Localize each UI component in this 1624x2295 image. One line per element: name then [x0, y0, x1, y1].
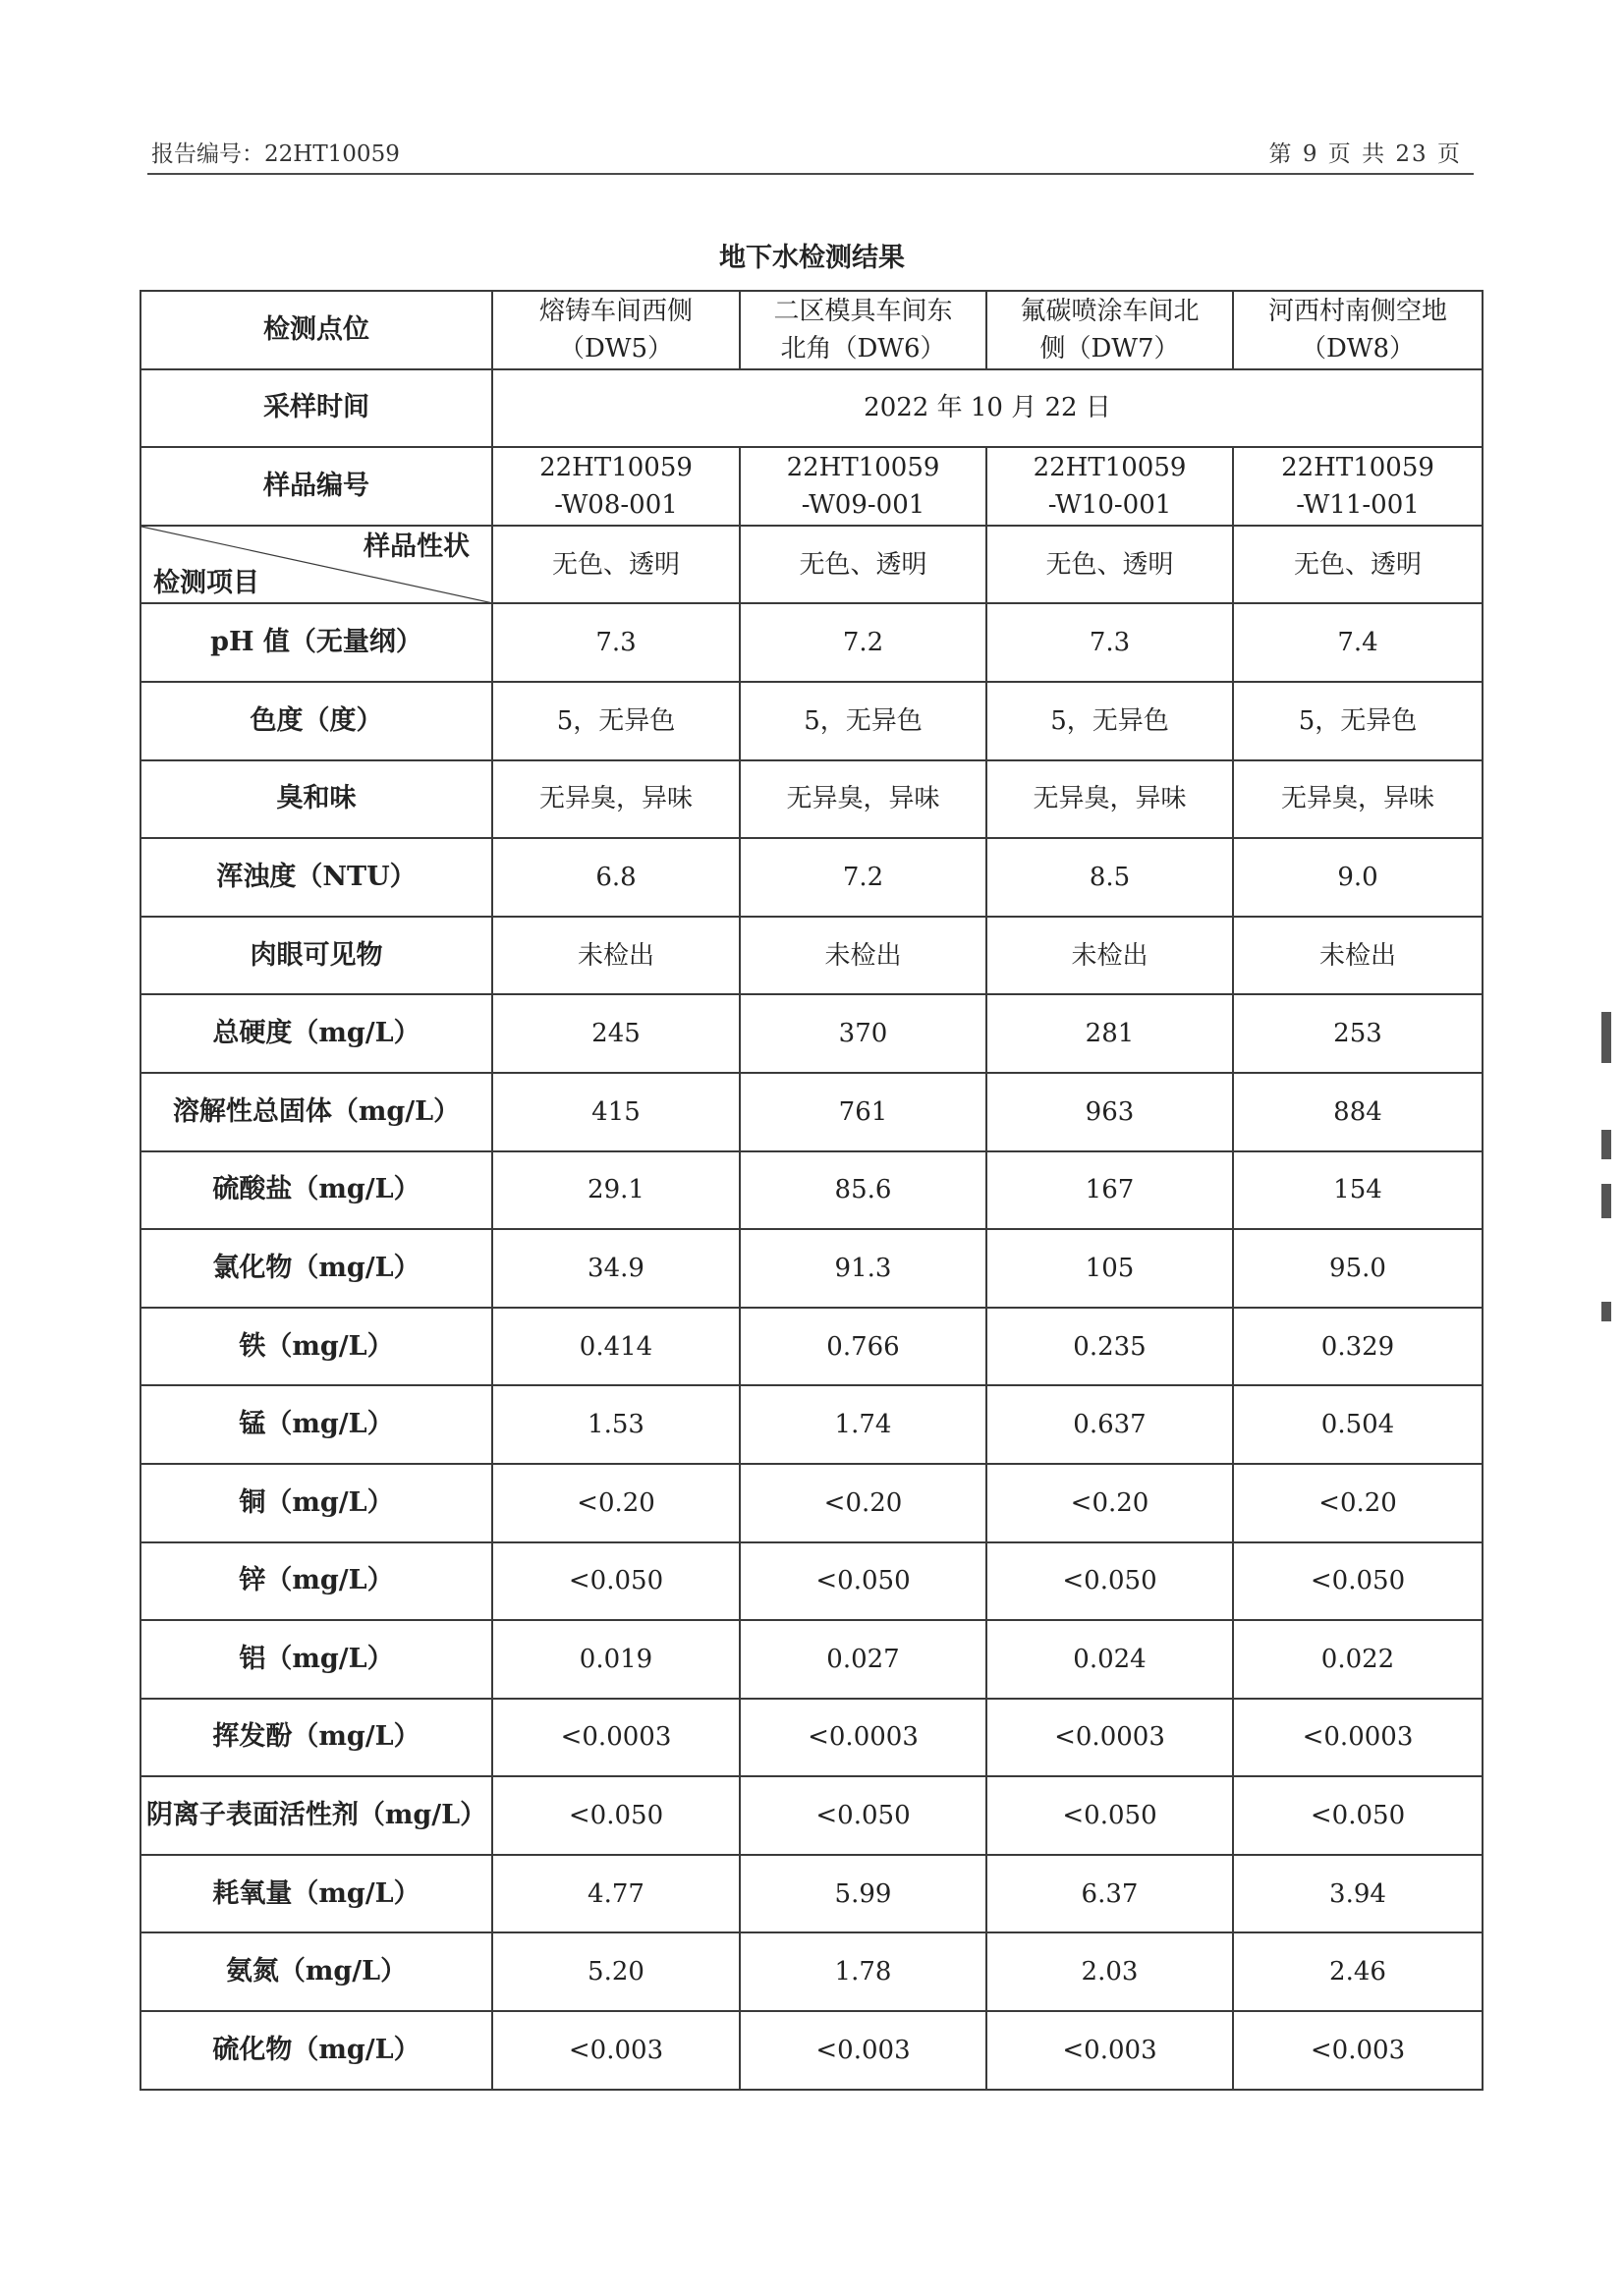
sample-id-cell	[740, 447, 986, 526]
measurement-value: 无异臭，异味	[1233, 760, 1483, 839]
scan-edge-mark	[1601, 1130, 1611, 1159]
test-item-name: pH 值（无量纲）	[140, 603, 492, 682]
measurement-value: 0.024	[986, 1620, 1233, 1699]
measurement-row	[140, 838, 1483, 917]
measurement-value: 370	[740, 994, 986, 1073]
test-item-name: 挥发酚（mg/L）	[140, 1699, 492, 1777]
measurement-value: 0.766	[740, 1308, 986, 1386]
measurement-value: 963	[986, 1073, 1233, 1151]
measurement-value: 34.9	[492, 1229, 740, 1308]
measurement-row	[140, 760, 1483, 839]
measurement-value: 245	[492, 994, 740, 1073]
measurement-value: <0.20	[1233, 1464, 1483, 1542]
sample-id-part2: -W08-001	[554, 489, 678, 520]
measurement-value: 6.37	[986, 1855, 1233, 1933]
measurement-value: <0.050	[986, 1542, 1233, 1621]
results-table	[140, 290, 1484, 2091]
test-item-name: 铜（mg/L）	[140, 1464, 492, 1542]
sample-id-part1: 22HT10059	[1281, 452, 1434, 482]
measurement-value: 253	[1233, 994, 1483, 1073]
site-code: （DW5）	[558, 333, 674, 364]
property-cell: 无色、透明	[1233, 526, 1483, 604]
property-cell: 无色、透明	[986, 526, 1233, 604]
test-item-name: 锰（mg/L）	[140, 1385, 492, 1464]
measurement-value: <0.050	[492, 1542, 740, 1621]
site-cell	[492, 291, 740, 369]
test-item-name: 溶解性总固体（mg/L）	[140, 1073, 492, 1151]
test-item-name: 耗氧量（mg/L）	[140, 1855, 492, 1933]
measurement-value: 0.414	[492, 1308, 740, 1386]
measurement-value: 5.99	[740, 1855, 986, 1933]
test-item-name: 铝（mg/L）	[140, 1620, 492, 1699]
measurement-value: 7.2	[740, 838, 986, 917]
site-name: 二区模具车间东	[773, 296, 953, 326]
sample-id-part2: -W11-001	[1296, 489, 1420, 520]
sample-id-cell	[986, 447, 1233, 526]
measurement-value: 281	[986, 994, 1233, 1073]
measurement-value: 0.329	[1233, 1308, 1483, 1386]
measurement-value: 7.2	[740, 603, 986, 682]
test-item-name: 铁（mg/L）	[140, 1308, 492, 1386]
measurement-row	[140, 2011, 1483, 2090]
measurement-value: 无异臭，异味	[986, 760, 1233, 839]
measurement-value: <0.050	[1233, 1542, 1483, 1621]
measurement-value: <0.0003	[1233, 1699, 1483, 1777]
site-code: 北角（DW6）	[780, 333, 946, 364]
test-item-name: 硫酸盐（mg/L）	[140, 1151, 492, 1230]
measurement-row	[140, 1855, 1483, 1933]
measurement-value: 29.1	[492, 1151, 740, 1230]
measurement-value: <0.050	[740, 1542, 986, 1621]
sample-id-part2: -W10-001	[1047, 489, 1172, 520]
test-item-name: 阴离子表面活性剂（mg/L）	[140, 1776, 492, 1855]
measurement-value: 5，无异色	[492, 682, 740, 760]
test-item-name: 总硬度（mg/L）	[140, 994, 492, 1073]
measurement-value: <0.003	[986, 2011, 1233, 2090]
measurement-value: <0.050	[986, 1776, 1233, 1855]
measurement-value: 5，无异色	[1233, 682, 1483, 760]
test-item-name: 肉眼可见物	[140, 917, 492, 995]
site-code: 侧（DW7）	[1039, 333, 1180, 364]
measurement-value: 415	[492, 1073, 740, 1151]
measurement-row	[140, 994, 1483, 1073]
measurement-value: 6.8	[492, 838, 740, 917]
measurement-value: 0.504	[1233, 1385, 1483, 1464]
page-indicator: 第 9 页 共 23 页	[1268, 141, 1462, 167]
measurement-row	[140, 1073, 1483, 1151]
measurement-row	[140, 917, 1483, 995]
property-cell: 无色、透明	[740, 526, 986, 604]
measurement-value: 1.74	[740, 1385, 986, 1464]
document-title: 地下水检测结果	[719, 243, 905, 273]
measurement-value: 0.027	[740, 1620, 986, 1699]
scan-edge-mark	[1601, 1012, 1611, 1063]
property-row	[140, 526, 1483, 604]
test-item-label: 检测项目	[153, 568, 259, 599]
site-cell	[1233, 291, 1483, 369]
measurement-value: 884	[1233, 1073, 1483, 1151]
measurement-value: 5.20	[492, 1932, 740, 2011]
site-row	[140, 291, 1483, 369]
report-number: 报告编号：22HT10059	[151, 141, 400, 167]
diagonal-header-cell	[140, 526, 492, 604]
sample-id-label: 样品编号	[140, 447, 492, 526]
measurement-value: <0.20	[986, 1464, 1233, 1542]
measurement-value: <0.0003	[986, 1699, 1233, 1777]
measurement-value: 未检出	[986, 917, 1233, 995]
measurement-value: 7.4	[1233, 603, 1483, 682]
measurement-row	[140, 1542, 1483, 1621]
measurement-value: 9.0	[1233, 838, 1483, 917]
test-item-name: 氨氮（mg/L）	[140, 1932, 492, 2011]
measurement-value: 0.022	[1233, 1620, 1483, 1699]
measurement-row	[140, 1932, 1483, 2011]
measurement-row	[140, 1385, 1483, 1464]
measurement-value: <0.0003	[740, 1699, 986, 1777]
sample-id-part1: 22HT10059	[539, 452, 693, 482]
measurement-value: 0.637	[986, 1385, 1233, 1464]
measurement-value: <0.20	[492, 1464, 740, 1542]
measurement-value: 8.5	[986, 838, 1233, 917]
test-item-name: 色度（度）	[140, 682, 492, 760]
measurement-value: <0.050	[740, 1776, 986, 1855]
site-cell	[986, 291, 1233, 369]
measurement-value: 未检出	[492, 917, 740, 995]
scan-edge-mark	[1601, 1302, 1611, 1321]
measurement-value: 4.77	[492, 1855, 740, 1933]
measurement-value: 无异臭，异味	[740, 760, 986, 839]
measurement-value: 85.6	[740, 1151, 986, 1230]
test-item-name: 氯化物（mg/L）	[140, 1229, 492, 1308]
measurement-row	[140, 1151, 1483, 1230]
measurement-value: 0.019	[492, 1620, 740, 1699]
measurement-row	[140, 603, 1483, 682]
measurement-value: 5，无异色	[986, 682, 1233, 760]
test-item-name: 浑浊度（NTU）	[140, 838, 492, 917]
sample-property-label: 样品性状	[364, 531, 470, 562]
measurement-value: <0.003	[492, 2011, 740, 2090]
sample-id-row	[140, 447, 1483, 526]
measurement-value: 无异臭，异味	[492, 760, 740, 839]
measurement-value: <0.20	[740, 1464, 986, 1542]
measurement-row	[140, 1776, 1483, 1855]
test-item-name: 硫化物（mg/L）	[140, 2011, 492, 2090]
test-item-name: 锌（mg/L）	[140, 1542, 492, 1621]
measurement-value: 5，无异色	[740, 682, 986, 760]
sample-id-part1: 22HT10059	[786, 452, 940, 482]
measurement-value: <0.003	[1233, 2011, 1483, 2090]
measurement-value: 1.78	[740, 1932, 986, 2011]
sample-id-cell	[492, 447, 740, 526]
sample-id-cell	[1233, 447, 1483, 526]
site-name: 河西村南侧空地	[1267, 296, 1447, 326]
sample-id-part2: -W09-001	[801, 489, 925, 520]
scan-edge-mark	[1601, 1184, 1611, 1218]
test-item-name: 臭和味	[140, 760, 492, 839]
page-header	[147, 134, 1474, 175]
site-name: 熔铸车间西侧	[538, 296, 693, 326]
measurement-value: 154	[1233, 1151, 1483, 1230]
measurement-value: 未检出	[740, 917, 986, 995]
measurement-row	[140, 1464, 1483, 1542]
measurement-value: 95.0	[1233, 1229, 1483, 1308]
measurement-value: 761	[740, 1073, 986, 1151]
measurement-row	[140, 1620, 1483, 1699]
site-code: （DW8）	[1300, 333, 1416, 364]
measurement-value: <0.050	[1233, 1776, 1483, 1855]
measurement-row	[140, 682, 1483, 760]
sampling-date: 2022 年 10 月 22 日	[492, 369, 1483, 448]
measurement-value: <0.0003	[492, 1699, 740, 1777]
measurement-value: 1.53	[492, 1385, 740, 1464]
site-cell	[740, 291, 986, 369]
site-label: 检测点位	[140, 291, 492, 369]
measurement-value: 未检出	[1233, 917, 1483, 995]
sample-id-part1: 22HT10059	[1033, 452, 1187, 482]
measurement-value: 105	[986, 1229, 1233, 1308]
measurement-value: 2.46	[1233, 1932, 1483, 2011]
measurement-row	[140, 1699, 1483, 1777]
measurement-value: <0.003	[740, 2011, 986, 2090]
measurement-row	[140, 1308, 1483, 1386]
measurement-value: 0.235	[986, 1308, 1233, 1386]
measurement-value: 167	[986, 1151, 1233, 1230]
sampling-time-label: 采样时间	[140, 369, 492, 448]
measurement-row	[140, 1229, 1483, 1308]
measurement-value: 7.3	[492, 603, 740, 682]
measurement-value: 3.94	[1233, 1855, 1483, 1933]
measurement-value: 7.3	[986, 603, 1233, 682]
measurement-value: <0.050	[492, 1776, 740, 1855]
site-name: 氟碳喷涂车间北	[1020, 296, 1200, 326]
measurement-value: 2.03	[986, 1932, 1233, 2011]
measurement-value: 91.3	[740, 1229, 986, 1308]
property-cell: 无色、透明	[492, 526, 740, 604]
sampling-time-row	[140, 369, 1483, 448]
